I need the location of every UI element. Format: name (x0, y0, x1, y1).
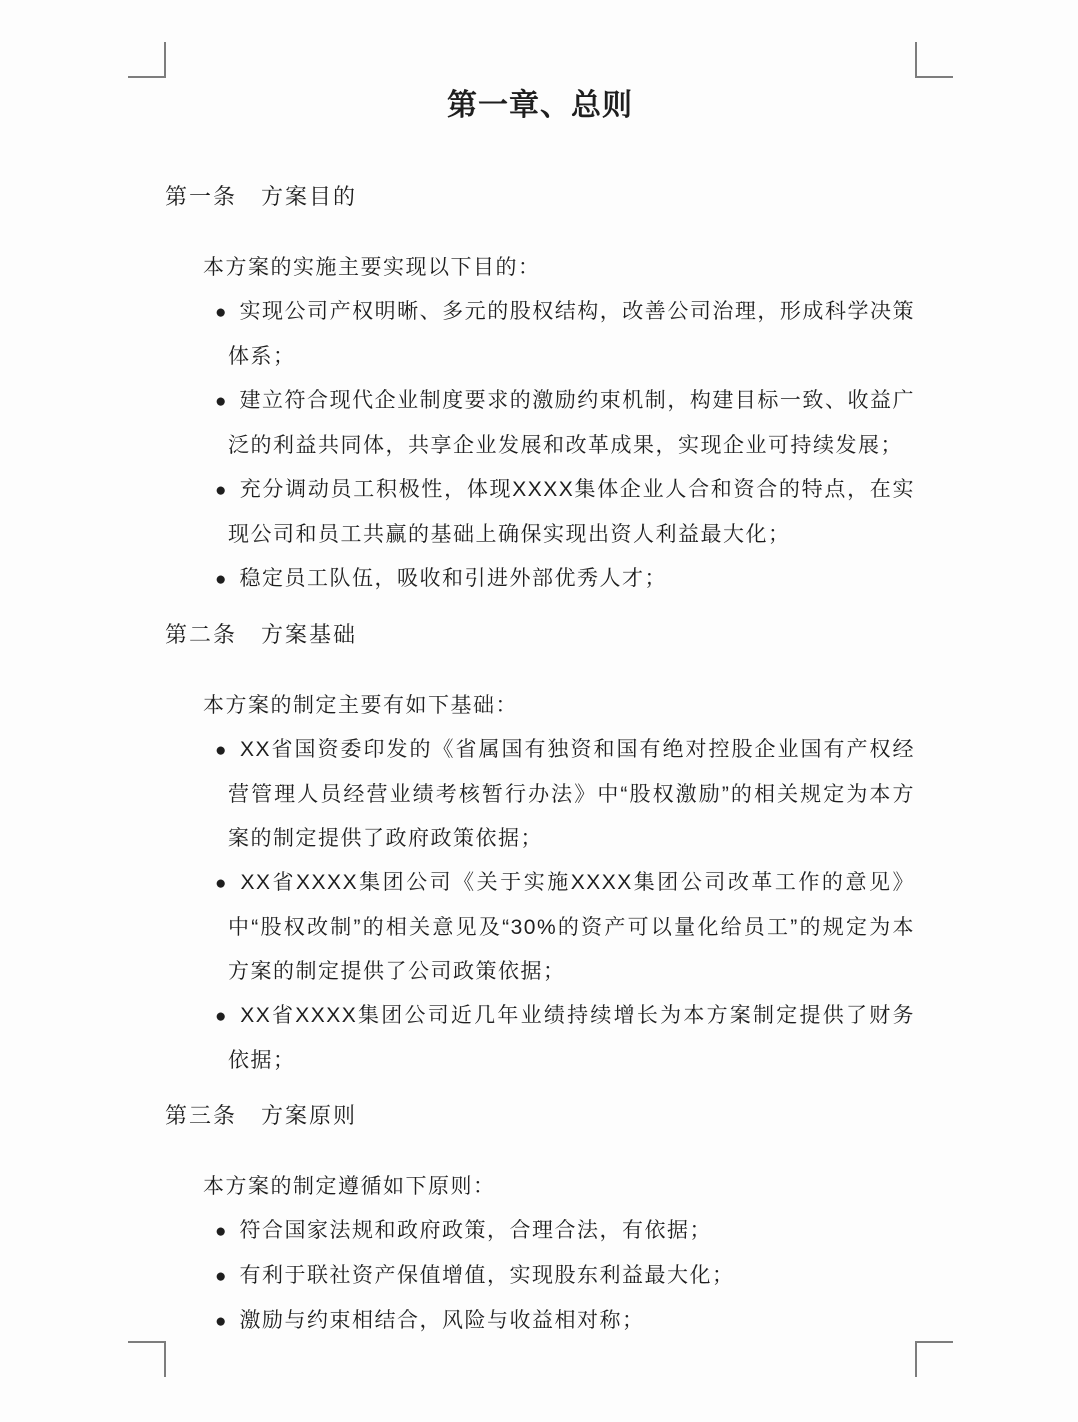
crop-mark-bottom-right (915, 1341, 953, 1377)
section-article-1 (165, 180, 915, 602)
section-article-2 (165, 618, 915, 1083)
list-item (165, 1299, 915, 1344)
document-content (165, 0, 915, 1344)
article-heading: 第三条 方案原则 (165, 1103, 358, 1128)
article-heading: 第一条 方案目的 (165, 184, 358, 209)
bullet-icon: ● (215, 1266, 227, 1287)
bullet-text: 实现公司产权明晰、多元的股权结构，改善公司治理，形成科学决策体系； (228, 300, 915, 368)
crop-mark-top-left (128, 42, 166, 78)
list-item (165, 379, 915, 468)
article-heading: 第二条 方案基础 (165, 622, 358, 647)
bullet-text: XX省XXXX集团公司《关于实施XXXX集团公司改革工作的意见》中“股权改制”的相关意见及“30%的资产可以量化给员工”的规定为本方案的制定提供了公司政策依据； (228, 871, 915, 983)
bullet-list (165, 290, 915, 602)
list-item (165, 1209, 915, 1254)
section-intro: 本方案的制定主要有如下基础： (203, 694, 518, 717)
bullet-text: XX省XXXX集团公司近几年业绩持续增长为本方案制定提供了财务依据； (228, 1004, 915, 1072)
list-item (165, 728, 915, 861)
bullet-icon: ● (215, 873, 228, 894)
bullet-text: 激励与约束相结合，风险与收益相对称； (239, 1309, 645, 1332)
section-article-3 (165, 1099, 915, 1344)
bullet-list (165, 728, 915, 1083)
bullet-icon: ● (215, 1221, 227, 1242)
list-item (165, 861, 915, 994)
bullet-icon: ● (215, 1311, 227, 1332)
section-intro: 本方案的实施主要实现以下目的： (203, 256, 541, 279)
bullet-list (165, 1209, 915, 1344)
bullet-text: 充分调动员工积极性，体现XXXX集体企业人合和资合的特点，在实现公司和员工共赢的基础上确保实现出资人利益最大化； (228, 478, 915, 546)
section-intro: 本方案的制定遵循如下原则： (203, 1175, 496, 1198)
bullet-icon: ● (215, 1006, 228, 1027)
crop-mark-top-right (915, 42, 953, 78)
bullet-text: XX省国资委印发的《省属国有独资和国有绝对控股企业国有产权经营管理人员经营业绩考核暂行办法》中“股权激励”的相关规定为本方案的制定提供了政府政策依据； (228, 738, 915, 850)
list-item (165, 468, 915, 557)
bullet-icon: ● (215, 740, 227, 761)
chapter-title: 第一章、总则 (447, 89, 633, 122)
list-item (165, 557, 915, 602)
list-item (165, 290, 915, 379)
bullet-text: 建立符合现代企业制度要求的激励约束机制，构建目标一致、收益广泛的利益共同体，共享企业发展和改革成果，实现企业可持续发展； (228, 389, 915, 457)
bullet-icon: ● (215, 569, 227, 590)
bullet-icon: ● (215, 480, 227, 501)
bullet-icon: ● (215, 302, 227, 323)
bullet-icon: ● (215, 391, 227, 412)
list-item (165, 1254, 915, 1299)
bullet-text: 符合国家法规和政府政策，合理合法，有依据； (239, 1219, 712, 1242)
bullet-text: 稳定员工队伍，吸收和引进外部优秀人才； (239, 567, 667, 590)
crop-mark-bottom-left (128, 1341, 166, 1377)
bullet-text: 有利于联社资产保值增值，实现股东利益最大化； (239, 1264, 735, 1287)
list-item (165, 994, 915, 1083)
